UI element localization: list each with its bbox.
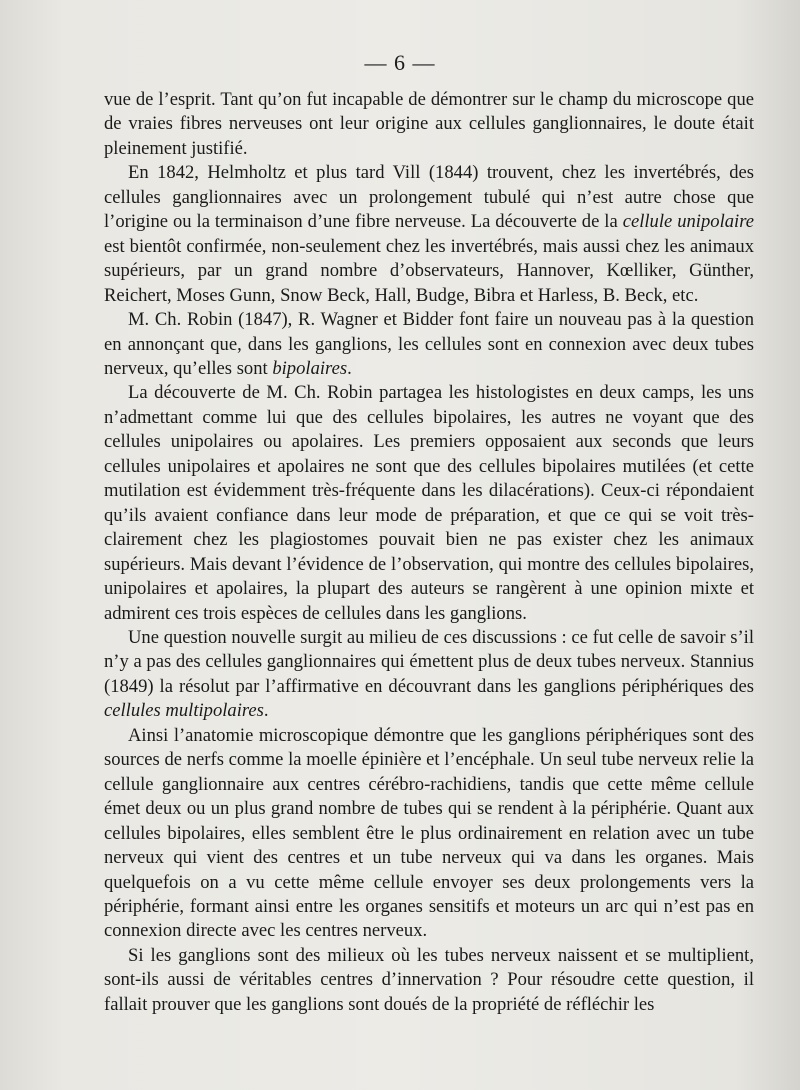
text-run: Si les ganglions sont des milieux où les tubes nerveux naissent et se multiplient, sont-ils aussi de véritables centres d’innervation ? Pour résoudre cette question, il fallait prouver que les ganglions sont doués de la propriété de réfléchir les xyxy=(104,944,754,1015)
paragraph xyxy=(104,724,754,944)
paragraph xyxy=(104,626,754,724)
paragraph xyxy=(104,944,754,1017)
text-run: En 1842, Helmholtz et plus tard Vill (1844) trouvent, chez les invertébrés, des cellules ganglionnaires avec un prolongement tubulé qui n’est autre chose que l’origine ou la terminaison d’une fibre nerveuse. La découverte de la xyxy=(104,162,754,233)
text-run: M. Ch. Robin (1847), R. Wagner et Bidder font faire un nouveau pas à la question en annonçant que, dans les ganglions, les cellules sont en connexion avec deux tubes nerveux, qu’elles sont xyxy=(104,309,754,379)
italic-term: bipolaires xyxy=(272,357,348,379)
paragraph xyxy=(104,88,754,161)
paragraph xyxy=(104,161,754,308)
body-text xyxy=(104,88,754,1017)
page-number: — 6 — xyxy=(364,50,436,75)
paragraph xyxy=(104,381,754,626)
text-run: Une question nouvelle surgit au milieu de ces discussions : ce fut celle de savoir s’il n’y a pas des cellules ganglionnaires qui émettent plus de deux tubes nerveux. Stannius (1849) la résolut par l’affirmative en découvrant dans les ganglions périphériques des xyxy=(104,626,754,697)
italic-term: cellule unipolaire xyxy=(622,211,754,233)
text-run: . xyxy=(263,700,269,722)
italic-term: cellules multipolaires xyxy=(104,700,264,722)
text-run: Ainsi l’anatomie microscopique démontre que les ganglions périphériques sont des sources de nerfs comme la moelle épinière et l’encéphale. Un seul tube nerveux relie la cellule ganglionnaire aux centres cérébro-rachidiens, tandis que cette même cellule émet deux ou un plus grand nombre de tubes qui se rendent à la périphérie. Quant aux cellules bipolaires, elles semblent être le plus ordinairement en relation avec un tube nerveux qui vient des centres et un tube nerveux qui va dans les organes. Mais quelquefois on a vu cette même cellule envoyer ses deux prolongements vers la périphérie, formant ainsi entre les organes sensitifs et moteurs un arc qui n’est pas en connexion directe avec les centres nerveux. xyxy=(104,724,754,942)
text-run: vue de l’esprit. Tant qu’on fut incapable de démontrer sur le champ du microscope que de vraies fibres nerveuses ont leur origine aux cellules ganglionnaires, le doute était pleinement justifié. xyxy=(104,89,754,159)
paragraph xyxy=(104,308,754,381)
text-run: . xyxy=(347,357,352,379)
text-run: La découverte de M. Ch. Robin partagea les histologistes en deux camps, les uns n’admettant comme lui que des cellules bipolaires, les autres ne voyant que des cellules unipolaires ou apolaires. Les premiers opposaient aux seconds que leurs cellules unipolaires et apolaires ne sont que des cellules bipolaires mutilées (et cette mutilation est évidemment très-fréquente dans les dilacérations). Ceux-ci répondaient qu’ils avaient confiance dans leur mode de préparation, et que ce qui se voit très-clairement chez les plagiostomes pouvait bien ne pas exister chez les animaux supérieurs. Mais devant l’évidence de l’observation, qui montre des cellules bipolaires, unipolaires et apolaires, la plupart des auteurs se rangèrent à une opinion mixte et admirent ces trois espèces de cellules dans les ganglions. xyxy=(104,382,754,624)
text-run: est bientôt confirmée, non-seulement chez les invertébrés, mais aussi chez les animaux supérieurs, par un grand nombre d’observateurs, Hannover, Kœlliker, Günther, Reichert, Moses Gunn, Snow Beck, Hall, Budge, Bibra et Harless, B. Beck, etc. xyxy=(104,235,754,306)
